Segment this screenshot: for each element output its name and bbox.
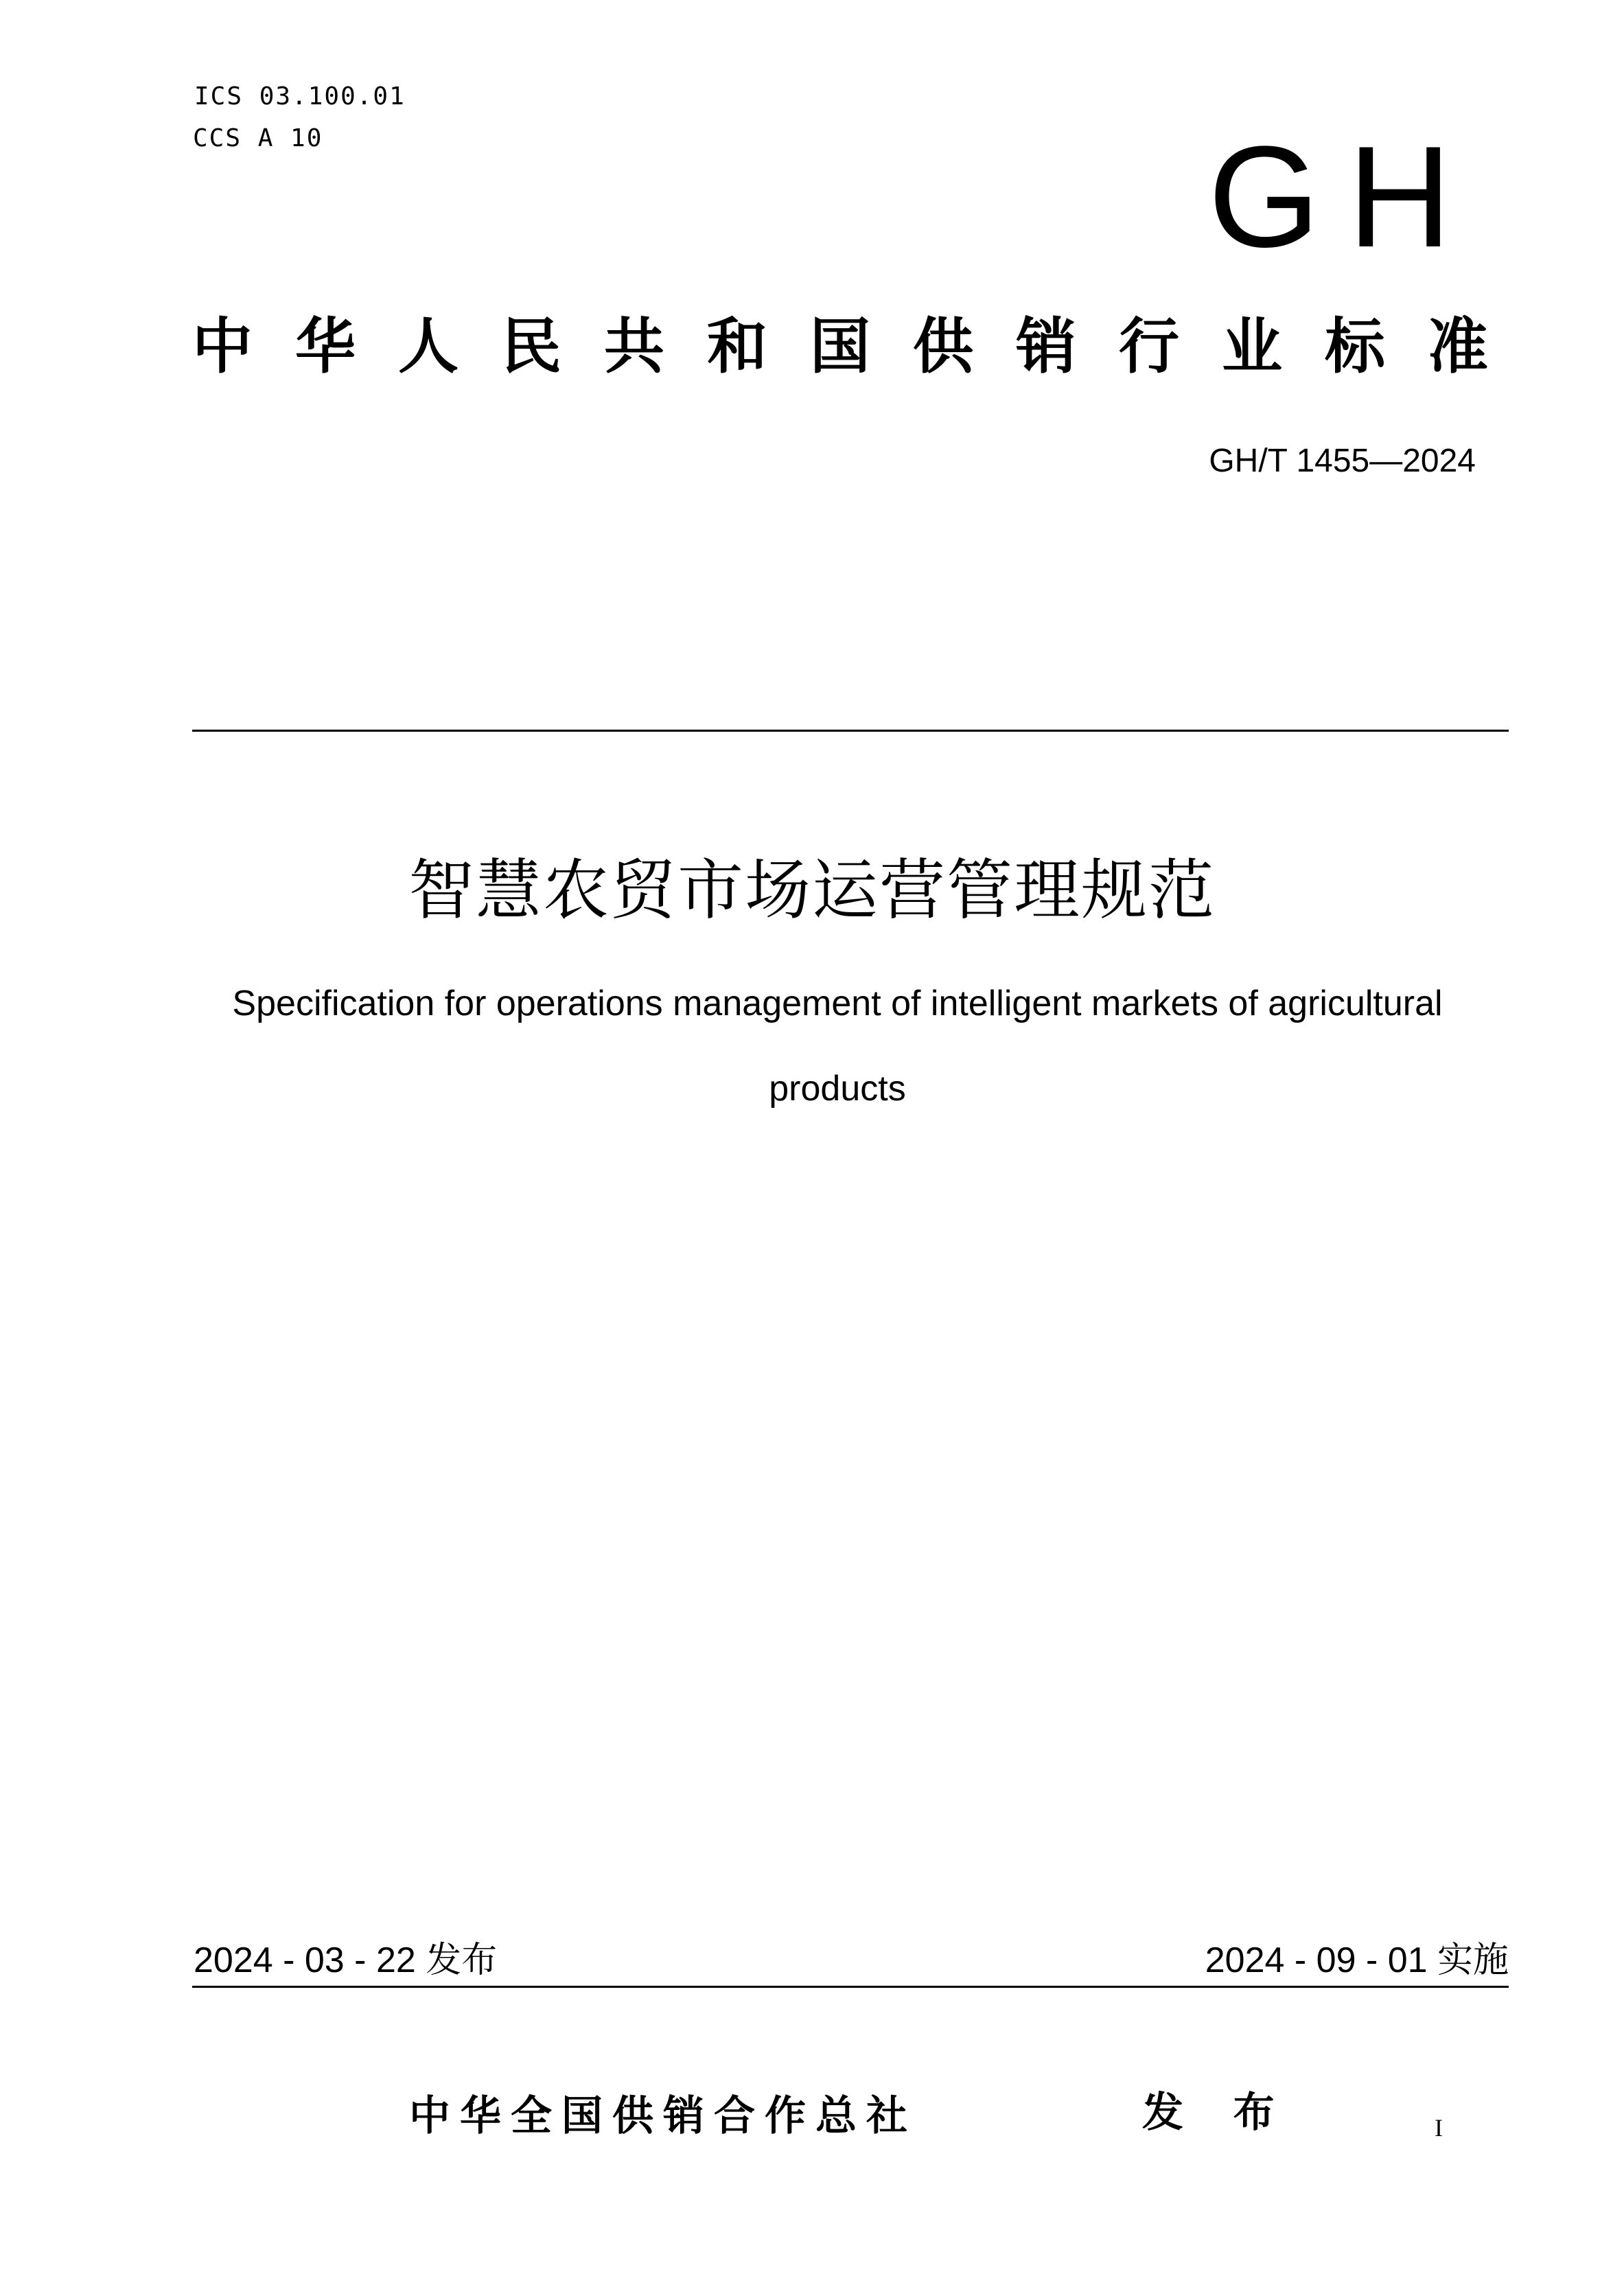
standard-number: GH/T 1455—2024 <box>1209 443 1476 479</box>
document-title-cn: 智慧农贸市场运营管理规范 <box>408 854 1216 927</box>
standard-category-title: 中华人民共和国供销行业标准 <box>192 312 1531 380</box>
ccs-code: CCS A 10 <box>193 124 323 152</box>
issuing-organization: 中华全国供销合作总社 <box>409 2093 917 2139</box>
gh-logo: GH <box>1208 116 1479 277</box>
bottom-divider <box>192 1986 1509 1988</box>
document-title-en: Specification for operations management of intelligent markets of agricultural products <box>232 984 1443 1109</box>
issue-label: 发 布 <box>1142 2089 1294 2135</box>
top-divider <box>192 730 1509 732</box>
ics-code: ICS 03.100.01 <box>194 82 406 111</box>
page-number: I <box>1435 2114 1443 2142</box>
publish-date: 2024 - 03 - 22 发布 <box>194 1940 498 1980</box>
implement-date: 2024 - 09 - 01 实施 <box>1205 1940 1509 1980</box>
